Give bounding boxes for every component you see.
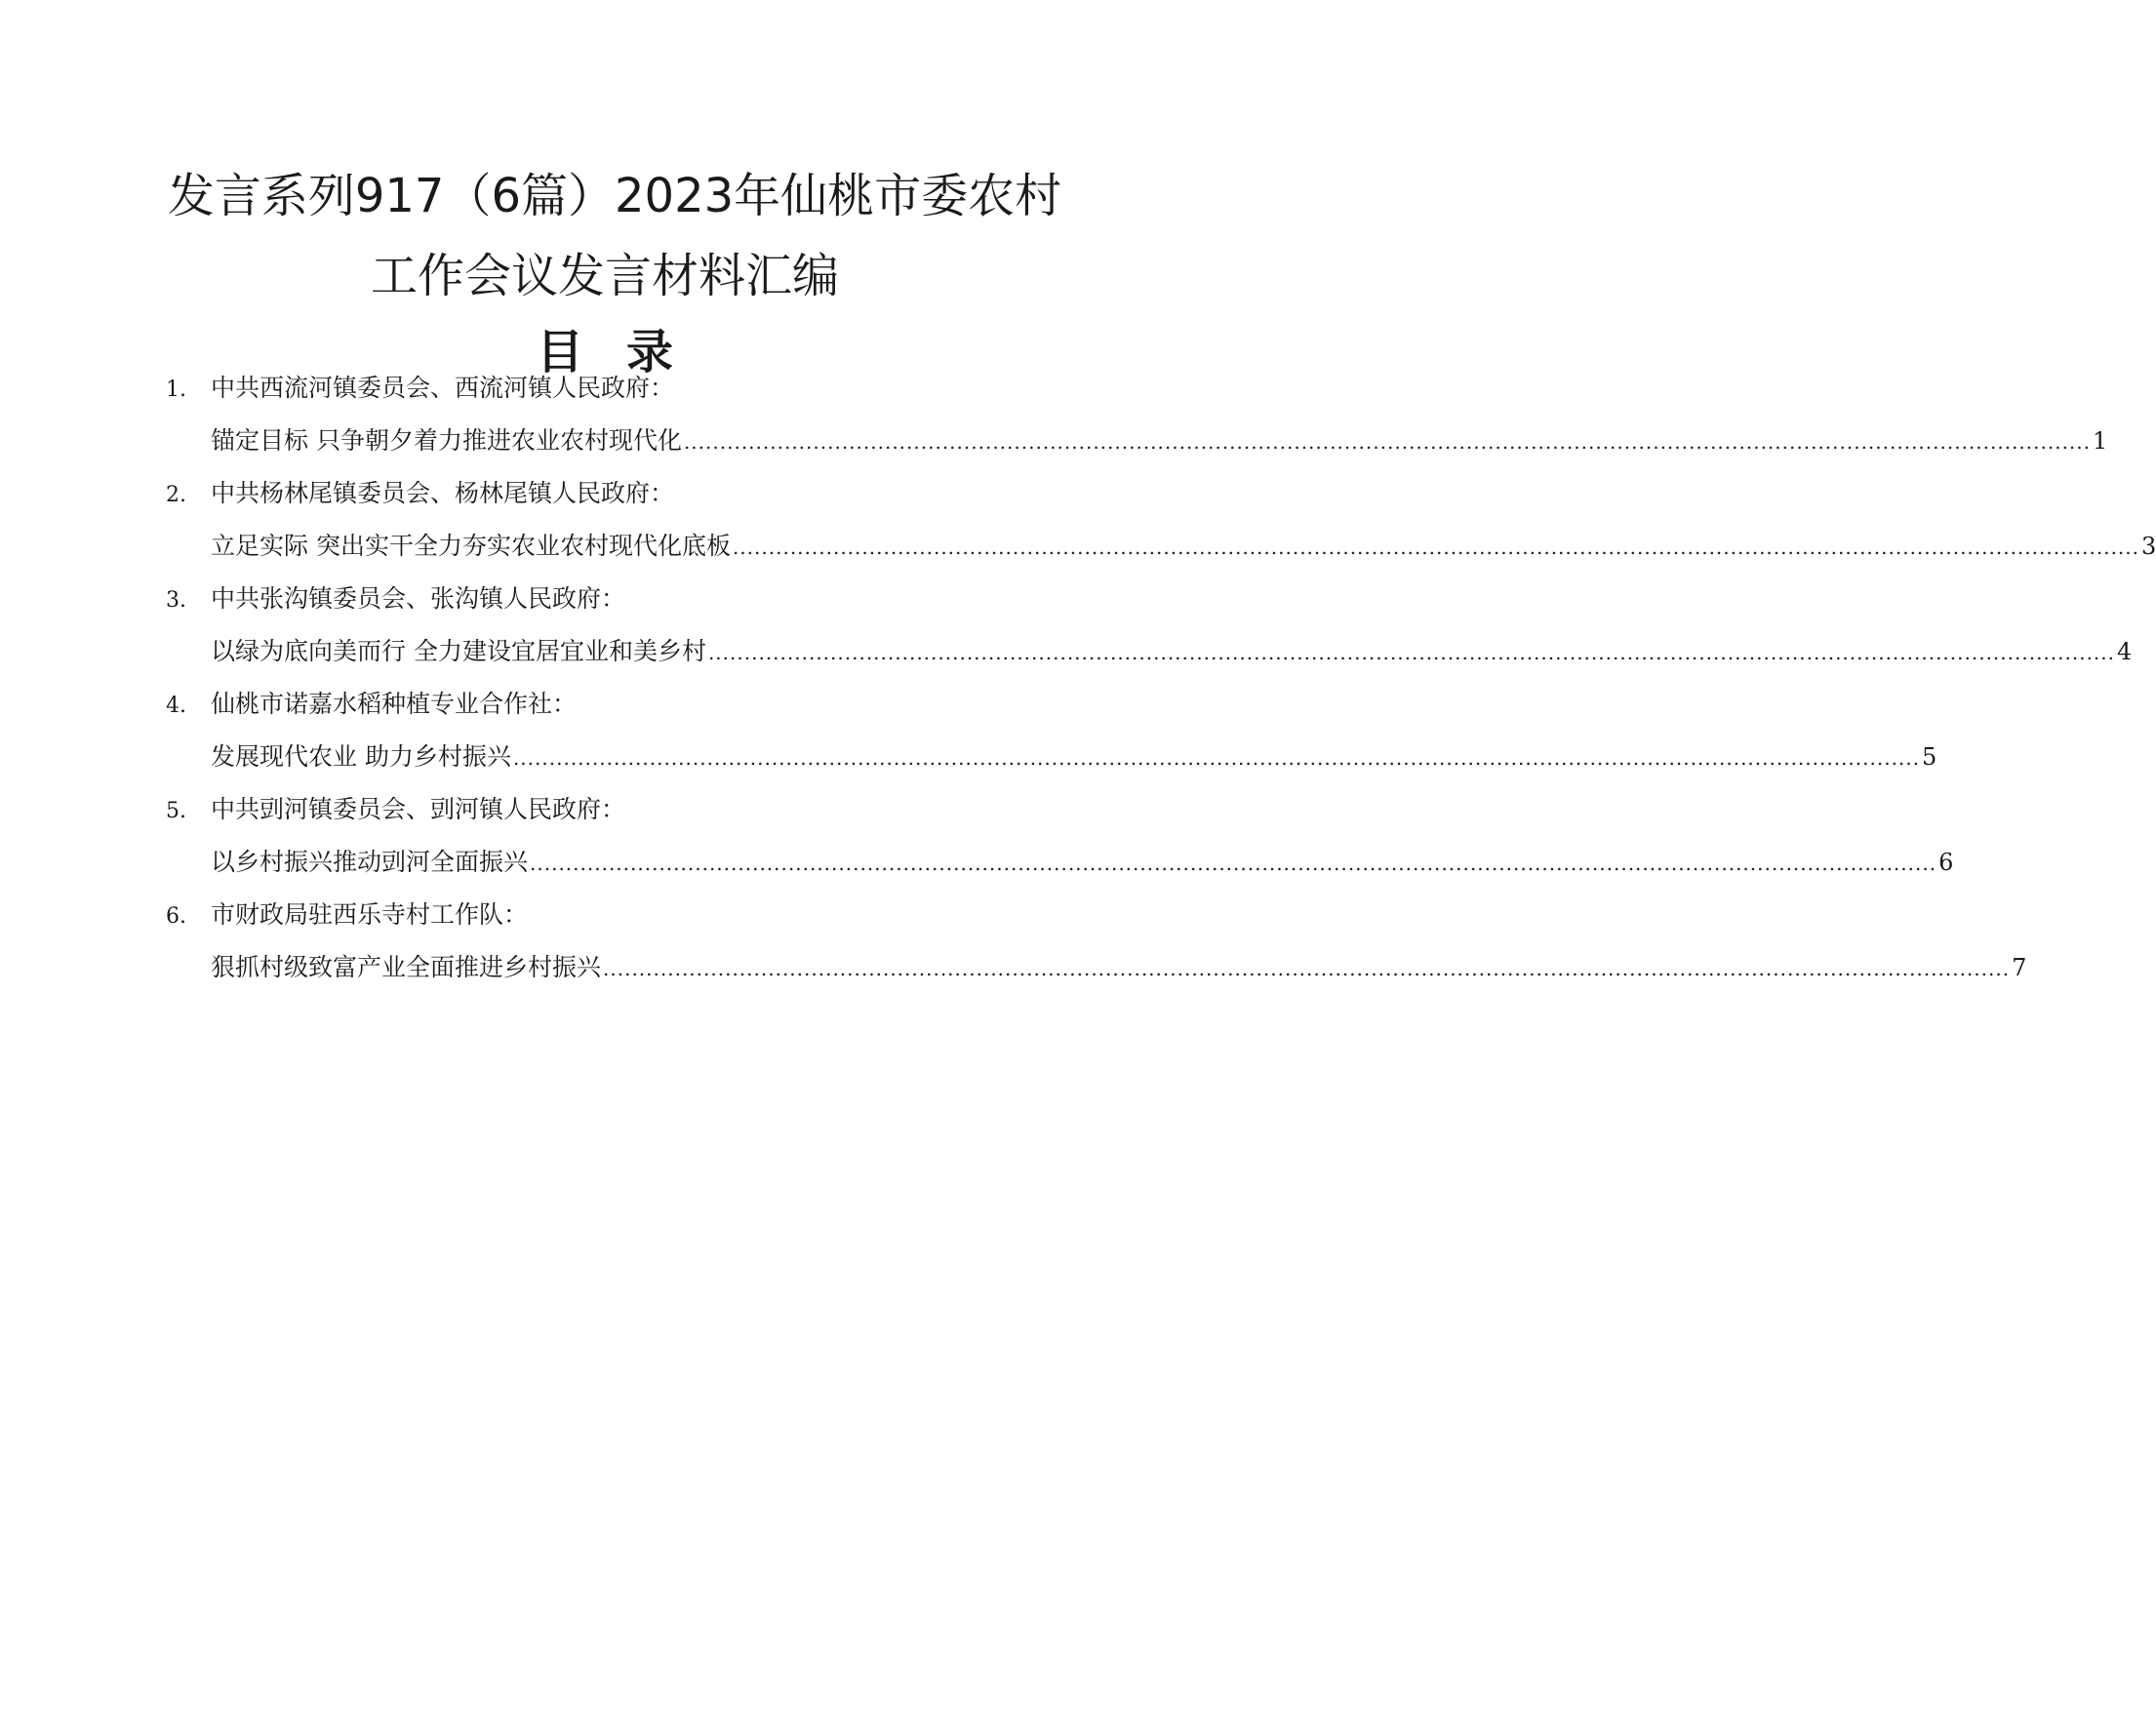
toc-leader-dots: ....................................................................................................................................................................................................: [732, 536, 2140, 559]
toc-entry-title: 狠抓村级致富产业全面推进乡村振兴: [211, 953, 602, 981]
toc-entry-page: 4: [2117, 638, 2133, 665]
toc-leader-dots: ....................................................................................................................................................................................................: [683, 430, 2092, 454]
toc-entry-link[interactable]: [211, 948, 2027, 987]
toc-heading-left: 目: [536, 325, 583, 379]
toc-leader-dots: ....................................................................................................................................................................................................: [512, 746, 1921, 770]
toc-heading-right: 录: [626, 325, 674, 379]
toc-entry-page: 5: [1922, 743, 1937, 771]
toc-entry-title: 以绿为底向美而行 全力建设宜居宜业和美乡村: [211, 637, 706, 665]
document-title-line1: 发言系列917（6篇）2023年仙桃市委农村: [167, 169, 1062, 223]
toc-leader-dots: ....................................................................................................................................................................................................: [603, 957, 2011, 980]
toc-entry-org: [166, 474, 674, 513]
toc-entry-number: 2.: [166, 483, 186, 507]
toc-entry-link[interactable]: [211, 421, 2108, 460]
toc-leader-dots: ....................................................................................................................................................................................................: [530, 852, 1937, 875]
toc-entry-page: 1: [2093, 427, 2108, 455]
toc-entry-number: 4.: [166, 694, 186, 718]
toc-entry-title: 锚定目标 只争朝夕着力推进农业农村现代化: [211, 426, 682, 455]
toc-entry-org-text: 市财政局驻西乐寺村工作队：: [211, 900, 529, 929]
toc-entry-number: 3.: [166, 588, 186, 613]
toc-entry-org: [166, 369, 674, 408]
toc-entry-title: 以乡村振兴推动剅河全面振兴: [211, 848, 529, 876]
toc-entry-link[interactable]: [211, 843, 1954, 882]
toc-entry-org-text: 中共西流河镇委员会、西流河镇人民政府：: [211, 374, 675, 402]
toc-entry-link[interactable]: [211, 527, 2156, 566]
toc-entry-org: [166, 685, 577, 724]
toc-entry-org-text: 中共杨林尾镇委员会、杨林尾镇人民政府：: [211, 479, 675, 507]
toc-entry-page: 3: [2141, 533, 2156, 560]
toc-entry-page: 6: [1938, 849, 1954, 876]
toc-entry-page: 7: [2012, 954, 2027, 981]
toc-entry-number: 5.: [166, 799, 186, 823]
toc-entry-number: 1.: [166, 378, 186, 402]
toc-entry-org: [166, 895, 528, 935]
document-title-line2: 工作会议发言材料汇编: [370, 249, 839, 303]
toc-entry-org-text: 仙桃市诺嘉水稻种植专业合作社：: [211, 690, 578, 718]
toc-entry-link[interactable]: [211, 737, 1937, 776]
toc-entry-title: 发展现代农业 助力乡村振兴: [211, 742, 511, 771]
toc-entry-org: [166, 790, 625, 829]
toc-entry-link[interactable]: [211, 632, 2133, 671]
toc-entry-title: 立足实际 突出实干全力夯实农业农村现代化底板: [211, 532, 731, 560]
toc-leader-dots: ....................................................................................................................................................................................................: [707, 641, 2116, 664]
toc-entry-number: 6.: [166, 904, 186, 929]
toc-entry-org: [166, 579, 625, 618]
toc-entry-org-text: 中共张沟镇委员会、张沟镇人民政府：: [211, 584, 626, 613]
toc-entry-org-text: 中共剅河镇委员会、剅河镇人民政府：: [211, 795, 626, 823]
